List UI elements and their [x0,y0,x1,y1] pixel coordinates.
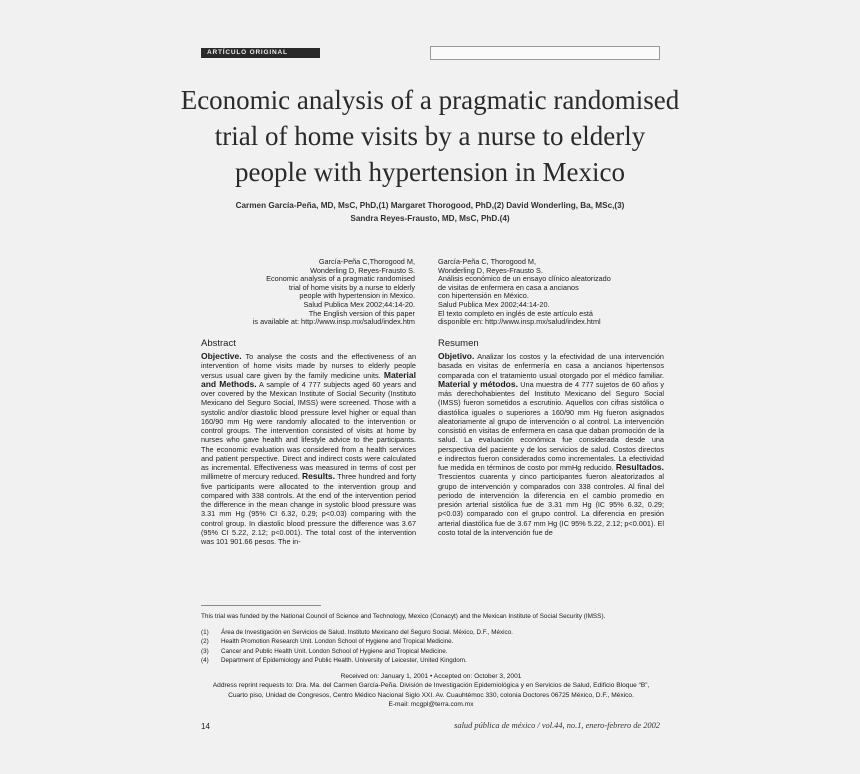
article-title: Economic analysis of a pragmatic randomised trial of home visits by a nurse to elderly people with hypertension in Mexico [180,85,680,187]
objective-label: Objective. [201,351,242,361]
citation-line: García-Peña C,Thorogood M, [318,257,415,266]
affiliation-list [201,628,661,666]
citation-line: Salud Publica Mex 2002;44:14-20. [438,299,550,309]
abstract-heading: Abstract [201,338,236,349]
contact-email[interactable]: E-mail: mcgpl@terra.com.mx [388,701,474,709]
citation-line: Economic analysis of a pragmatic randomised [266,274,415,284]
funding-note: This trial was funded by the National Council of Science and Technology, Mexico (Conacyt) and the Mexican Institute of Social Security (IMSS). [201,613,606,620]
resumen-body [438,352,664,537]
citation-line: Análisis económico de un ensayo clínico aleatorizado [438,274,611,284]
affiliation-item [201,628,661,637]
affiliation-item [201,637,661,646]
affiliation-item [201,647,661,656]
section-label: ARTÍCULO ORIGINAL [201,48,320,58]
reprint-address-line: Address reprint requests to: Dra. Ma. del Carmen García-Peña. División de Investigación Epidemiológica y en Servicios de Salud, Edificio Bloque “B”, [212,682,650,690]
citation-english [200,258,415,327]
affiliation-number: (1) [201,629,209,636]
citation-line: con hipertensión en México. [438,291,529,301]
received-dates: Received on: January 1, 2001 • Accepted on: October 3, 2001 [340,673,522,680]
affiliation-number: (3) [201,647,209,655]
citation-line: El texto completo en inglés de este artículo está [438,308,593,318]
objetivo-label: Objetivo. [438,351,475,361]
authors-line-2: Sandra Reyes-Frausto, MD, MsC, PhD.(4) [350,214,510,223]
affiliation-text: Health Promotion Research Unit. London School of Hygiene and Tropical Medicine. [221,638,454,646]
affiliation-text: Cancer and Public Health Unit. London School of Hygiene and Tropical Medicine. [221,647,448,655]
correspondence-block [201,672,661,710]
citation-line: Wonderling D, Reyes-Frausto S. [310,265,415,275]
footnote-divider [201,605,321,606]
abstract-column [201,338,416,546]
authors-line-1: Carmen García-Peña, MD, MsC, PhD,(1) Margaret Thorogood, PhD,(2) David Wonderling, Ba, MSc,(3) [235,201,625,210]
methods-label: Material and Methods. [201,369,416,389]
methods-text: A sample of 4 777 subjects aged 60 years and over covered by the Mexican Institute of Social Security (Instituto Mexicano del Seguro Social, IMSS) were screened. Those with a systolic and/or diastolic blood pressure level higher or equal than 160/90 mm Hg were randomly allocated to the intervention or control groups. The intervention consisted of visits at home by nurses who gave health and lifestyle advice to the participants. The economic evaluation was considered from a health services and patient perspective. Direct and indirect costs were calculated as incremental. Effectiveness was measured in terms of cost per millimetre of mercury reduced. [201,379,417,482]
author-list [200,199,660,225]
citation-line: García-Peña C, Thorogood M, [438,257,537,266]
citation-line: Salud Publica Mex 2002;44:14-20. [303,299,415,309]
citation-line: de visitas de enfermera en casa a ancianos [438,282,579,292]
reprint-address-line: Cuarto piso, Unidad de Congresos, Centro Médico Nacional Siglo XXI. Av. Cuauhtémoc 330, colonia Doctores 06725 México, D.F., México. [228,691,634,699]
citation-line: people with hypertension in Mexico. [299,291,415,301]
results-label: Results. [301,471,336,482]
abstract-body [201,352,416,546]
citation-url-line[interactable]: is available at: http://www.insp.mx/salud/index.htm [252,317,415,327]
citation-spanish [438,258,663,327]
affiliation-number: (4) [201,657,209,665]
resultados-label: Resultados. [615,462,664,472]
results-text: Three hundred and forty five participants were allocated to the intervention group and compared with 338 controls. At the end of the intervention period the difference in the mean change in systolic blood pressure was 3.31 mm Hg (95% CI 6.32, 0.29; p<0.03) comparing with the control group. In diastolic blood pressure the difference was 3.67 (95% CI 5.22, 2.12; p<0.001). The total cost of the intervention was 101 901.66 pesos. The in- [201,472,416,546]
header-box [430,46,660,60]
affiliation-text: Department of Epidemiology and Public Health. University of Leicester, United Kingdom. [221,657,467,665]
affiliation-item [201,656,661,665]
objetivo-text: Analizar los costos y la efectividad de una intervención basada en visitas de enfermería en casa a ancianos hipertensos comparada con el tratamiento usual otorgado por el médico familiar. [438,352,664,380]
resultados-text: Trescientos cuarenta y cinco participantes fueron aleatorizados al grupo de intervención y comparados con 338 controles. Al final del periodo de intervención la diferencia en el cambio promedio en presión arterial sistólica fue de 3.31 mm Hg (IC 95% 6.32, 0.29; p<0.03) comparado con el grupo control. La diferencia en presión arterial diastólica fue de 3.67 mm Hg (IC 95% 5.22, 2.12; p<0.001). El costo total de la intervención fue de [438,472,664,537]
resumen-column [438,338,664,537]
affiliation-text: Área de Investigación en Servicios de Salud. Instituto Mexicano del Seguro Social. México, D.F., México. [221,629,513,636]
objective-text: To analyse the costs and the effectiveness of an intervention of home visits made by nurses to elderly people versus usual care given by the family medicine units. [201,352,416,380]
metodos-text: Una muestra de 4 777 sujetos de 60 años y más derechohabientes del Instituto Mexicano del Seguro Social (IMSS) fueron sometidos a escrutinio. Aquellos con cifras sistólica o diastólica iguales o superiores a 160/90 mm Hg fueron asignados aleatoriamente al grupo de intervención o al control. La intervención consistió en visitas de enfermera en casa que daban promoción de la salud. La evaluación económica fue considerada desde una perspectiva del paciente y de los servicios de salud. Costos directos e indirectos fueron considerados como incrementales. La efectividad fue medida en términos de costo por mmHg reducido. [438,379,664,472]
citation-url-line[interactable]: disponible en: http://www.insp.mx/salud/index.html [438,317,601,327]
citation-line: trial of home visits by a nurse to elderly [288,282,415,292]
page-number: 14 [201,722,210,731]
citation-line: The English version of this paper [308,308,415,318]
metodos-label: Material y métodos. [438,378,518,389]
affiliation-number: (2) [201,638,209,646]
citation-line: Wonderling D, Reyes-Frausto S. [438,265,543,275]
journal-reference: salud pública de méxico / vol.44, no.1, enero-febrero de 2002 [454,721,660,730]
resumen-heading: Resumen [438,338,479,349]
